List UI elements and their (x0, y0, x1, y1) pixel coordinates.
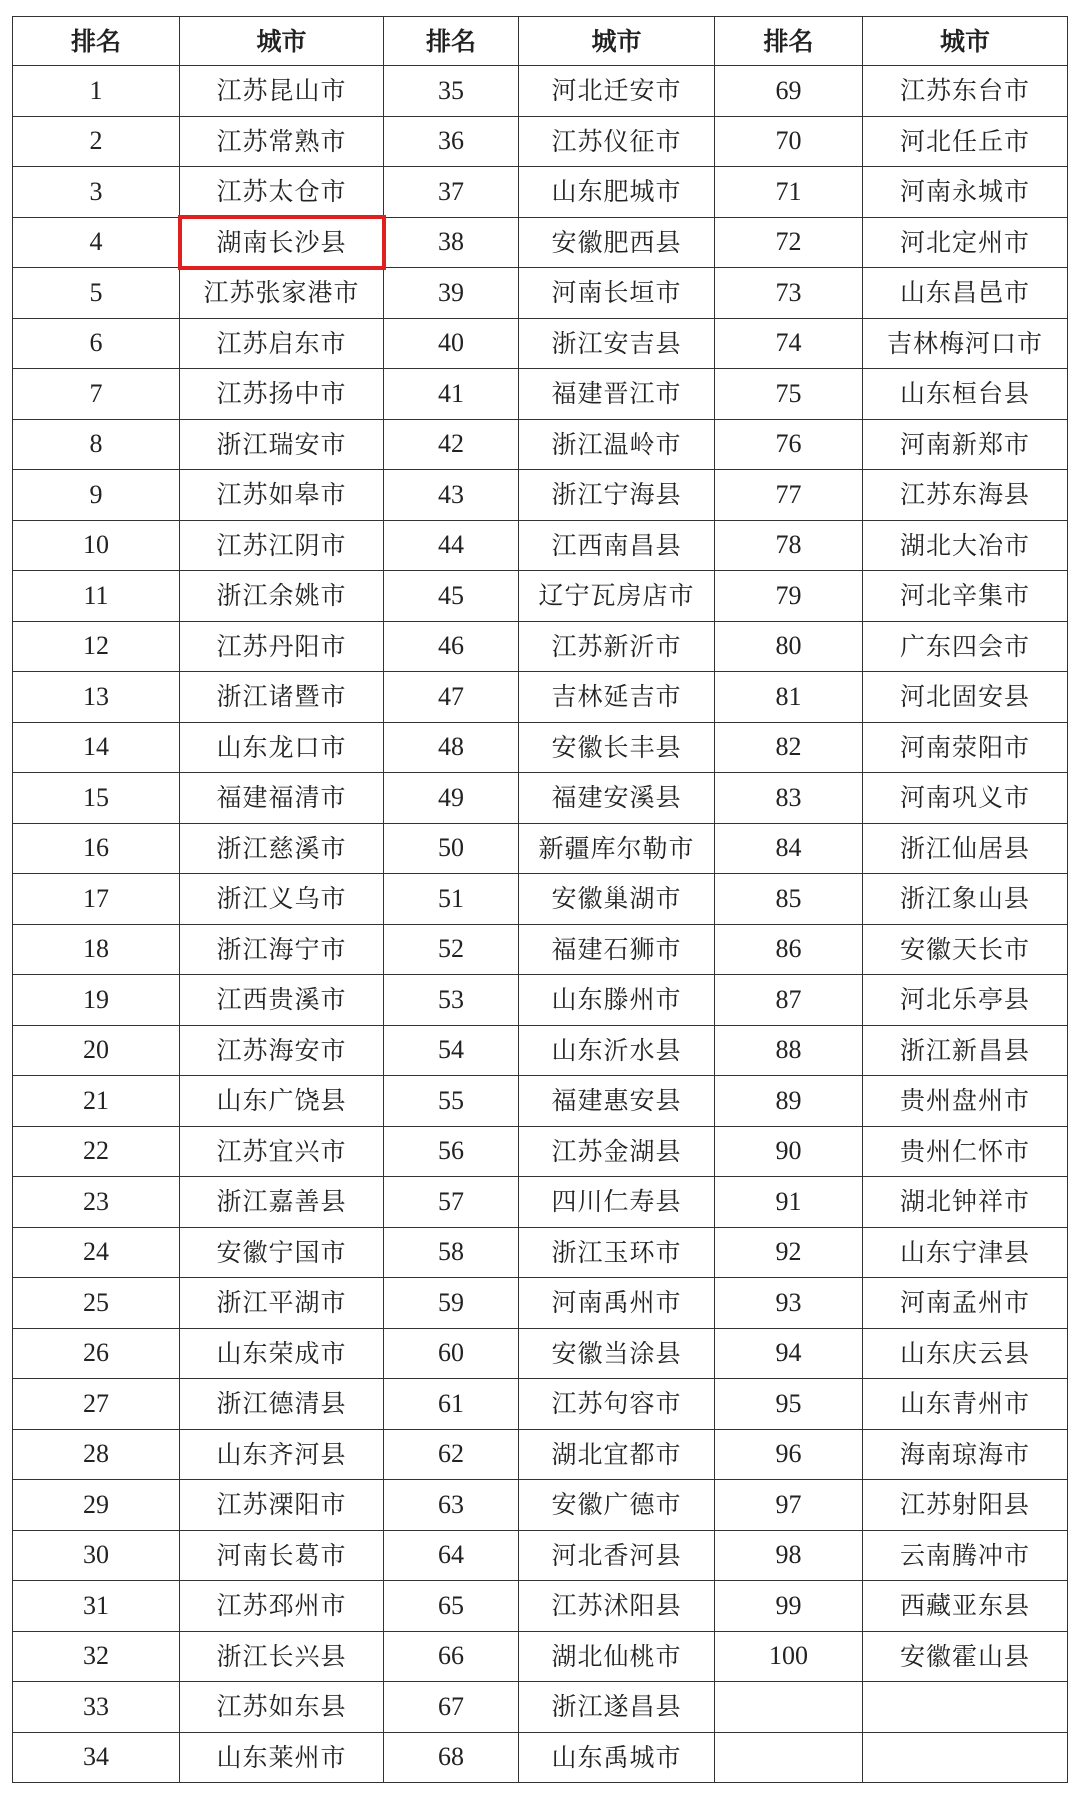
table-row (13, 571, 1068, 622)
cell-city-3: 浙江新昌县 (863, 1025, 1068, 1076)
cell-city-1: 河南长葛市 (180, 1530, 384, 1581)
cell-city-3: 河南荥阳市 (863, 722, 1068, 773)
cell-city-1: 浙江长兴县 (180, 1631, 384, 1682)
cell-city-3: 河南永城市 (863, 167, 1068, 218)
cell-city-1: 江苏昆山市 (180, 66, 384, 117)
cell-rank-1: 34 (13, 1732, 180, 1783)
cell-city-1: 浙江嘉善县 (180, 1177, 384, 1228)
cell-rank-3: 73 (715, 268, 863, 319)
cell-city-2: 山东肥城市 (519, 167, 715, 218)
cell-rank-1: 8 (13, 419, 180, 470)
cell-city-1: 山东莱州市 (180, 1732, 384, 1783)
cell-city-1: 浙江瑞安市 (180, 419, 384, 470)
cell-city-2: 江苏金湖县 (519, 1126, 715, 1177)
table-row (13, 520, 1068, 571)
cell-city-1: 浙江德清县 (180, 1379, 384, 1430)
cell-rank-2: 63 (384, 1480, 519, 1531)
cell-rank-1: 31 (13, 1581, 180, 1632)
cell-city-3 (863, 1682, 1068, 1733)
cell-rank-2: 66 (384, 1631, 519, 1682)
cell-rank-3: 76 (715, 419, 863, 470)
table-row (13, 874, 1068, 925)
cell-rank-2: 59 (384, 1278, 519, 1329)
cell-rank-3: 91 (715, 1177, 863, 1228)
cell-rank-3: 89 (715, 1076, 863, 1127)
table-row (13, 1429, 1068, 1480)
cell-city-2: 吉林延吉市 (519, 672, 715, 723)
cell-rank-3: 79 (715, 571, 863, 622)
cell-city-1: 江苏常熟市 (180, 116, 384, 167)
cell-rank-1: 3 (13, 167, 180, 218)
cell-city-1: 江苏太仓市 (180, 167, 384, 218)
table-row (13, 1631, 1068, 1682)
table-row (13, 1682, 1068, 1733)
cell-city-2: 安徽当涂县 (519, 1328, 715, 1379)
cell-rank-1: 4 (13, 217, 180, 268)
table-row (13, 1530, 1068, 1581)
cell-city-3: 山东庆云县 (863, 1328, 1068, 1379)
table-row (13, 1732, 1068, 1783)
cell-rank-3: 78 (715, 520, 863, 571)
cell-rank-3: 93 (715, 1278, 863, 1329)
cell-city-3: 江苏射阳县 (863, 1480, 1068, 1531)
cell-city-2: 山东禹城市 (519, 1732, 715, 1783)
cell-city-2: 浙江宁海县 (519, 470, 715, 521)
cell-rank-2: 65 (384, 1581, 519, 1632)
cell-city-2: 浙江温岭市 (519, 419, 715, 470)
cell-rank-1: 12 (13, 621, 180, 672)
cell-rank-2: 68 (384, 1732, 519, 1783)
cell-rank-1: 29 (13, 1480, 180, 1531)
cell-rank-1: 30 (13, 1530, 180, 1581)
cell-rank-3: 77 (715, 470, 863, 521)
cell-rank-1: 1 (13, 66, 180, 117)
cell-rank-1: 32 (13, 1631, 180, 1682)
cell-city-1: 江苏扬中市 (180, 369, 384, 420)
cell-rank-2: 42 (384, 419, 519, 470)
cell-city-2: 山东沂水县 (519, 1025, 715, 1076)
cell-city-1: 江苏海安市 (180, 1025, 384, 1076)
cell-city-3 (863, 1732, 1068, 1783)
table-row (13, 116, 1068, 167)
header-rank-3: 排名 (715, 17, 863, 66)
cell-city-2: 浙江玉环市 (519, 1227, 715, 1278)
cell-city-3: 湖北大冶市 (863, 520, 1068, 571)
cell-city-1: 江苏邳州市 (180, 1581, 384, 1632)
cell-city-1: 安徽宁国市 (180, 1227, 384, 1278)
cell-city-2: 江苏句容市 (519, 1379, 715, 1430)
cell-rank-1: 9 (13, 470, 180, 521)
cell-city-1: 浙江余姚市 (180, 571, 384, 622)
cell-rank-3 (715, 1682, 863, 1733)
cell-rank-2: 38 (384, 217, 519, 268)
cell-rank-2: 48 (384, 722, 519, 773)
cell-rank-1: 2 (13, 116, 180, 167)
cell-city-3: 河南孟州市 (863, 1278, 1068, 1329)
cell-city-3: 山东青州市 (863, 1379, 1068, 1430)
cell-city-1: 浙江海宁市 (180, 924, 384, 975)
cell-city-1: 山东龙口市 (180, 722, 384, 773)
table-row (13, 1278, 1068, 1329)
cell-city-2: 江西南昌县 (519, 520, 715, 571)
cell-city-1: 浙江诸暨市 (180, 672, 384, 723)
cell-city-1: 山东荣成市 (180, 1328, 384, 1379)
cell-city-1: 江苏启东市 (180, 318, 384, 369)
cell-rank-1: 24 (13, 1227, 180, 1278)
cell-city-3: 山东桓台县 (863, 369, 1068, 420)
cell-city-1: 江苏如皋市 (180, 470, 384, 521)
table-row (13, 318, 1068, 369)
cell-rank-3: 72 (715, 217, 863, 268)
cell-city-3: 浙江象山县 (863, 874, 1068, 925)
cell-city-3: 河北固安县 (863, 672, 1068, 723)
header-city-2: 城市 (519, 17, 715, 66)
table-row (13, 1379, 1068, 1430)
cell-city-3: 贵州仁怀市 (863, 1126, 1068, 1177)
table-row (13, 470, 1068, 521)
cell-city-1: 江苏如东县 (180, 1682, 384, 1733)
table-row (13, 217, 1068, 268)
cell-rank-2: 51 (384, 874, 519, 925)
cell-rank-3: 96 (715, 1429, 863, 1480)
cell-city-3: 吉林梅河口市 (863, 318, 1068, 369)
cell-city-3: 浙江仙居县 (863, 823, 1068, 874)
cell-city-1: 福建福清市 (180, 773, 384, 824)
cell-rank-1: 15 (13, 773, 180, 824)
cell-city-2: 福建石狮市 (519, 924, 715, 975)
cell-rank-3: 82 (715, 722, 863, 773)
table-row (13, 1025, 1068, 1076)
cell-city-3: 山东宁津县 (863, 1227, 1068, 1278)
cell-city-1: 湖南长沙县 (180, 217, 384, 268)
cell-rank-3: 75 (715, 369, 863, 420)
cell-rank-3: 71 (715, 167, 863, 218)
cell-city-3: 安徽天长市 (863, 924, 1068, 975)
cell-rank-1: 18 (13, 924, 180, 975)
cell-rank-2: 56 (384, 1126, 519, 1177)
cell-city-2: 河北迁安市 (519, 66, 715, 117)
cell-city-1: 江苏张家港市 (180, 268, 384, 319)
cell-rank-3: 98 (715, 1530, 863, 1581)
table-row (13, 66, 1068, 117)
cell-city-3: 湖北钟祥市 (863, 1177, 1068, 1228)
cell-city-2: 福建晋江市 (519, 369, 715, 420)
cell-city-1: 浙江慈溪市 (180, 823, 384, 874)
cell-rank-2: 50 (384, 823, 519, 874)
cell-rank-2: 47 (384, 672, 519, 723)
cell-city-3: 西藏亚东县 (863, 1581, 1068, 1632)
cell-rank-2: 54 (384, 1025, 519, 1076)
cell-rank-2: 64 (384, 1530, 519, 1581)
cell-rank-2: 46 (384, 621, 519, 672)
cell-city-2: 江苏新沂市 (519, 621, 715, 672)
cell-city-1: 山东齐河县 (180, 1429, 384, 1480)
cell-city-1: 浙江平湖市 (180, 1278, 384, 1329)
cell-rank-1: 20 (13, 1025, 180, 1076)
cell-city-2: 河南禹州市 (519, 1278, 715, 1329)
cell-rank-1: 10 (13, 520, 180, 571)
table-row (13, 1177, 1068, 1228)
cell-rank-2: 57 (384, 1177, 519, 1228)
cell-city-2: 四川仁寿县 (519, 1177, 715, 1228)
cell-rank-3: 92 (715, 1227, 863, 1278)
cell-rank-2: 49 (384, 773, 519, 824)
table-row (13, 823, 1068, 874)
cell-city-3: 河北任丘市 (863, 116, 1068, 167)
cell-city-1: 山东广饶县 (180, 1076, 384, 1127)
cell-city-3: 云南腾冲市 (863, 1530, 1068, 1581)
cell-rank-2: 35 (384, 66, 519, 117)
table-row (13, 1076, 1068, 1127)
cell-rank-1: 13 (13, 672, 180, 723)
cell-city-3: 河北定州市 (863, 217, 1068, 268)
cell-city-2: 新疆库尔勒市 (519, 823, 715, 874)
table-row (13, 369, 1068, 420)
cell-city-3: 安徽霍山县 (863, 1631, 1068, 1682)
header-rank-1: 排名 (13, 17, 180, 66)
cell-city-2: 山东滕州市 (519, 975, 715, 1026)
cell-city-2: 河南长垣市 (519, 268, 715, 319)
cell-rank-3: 87 (715, 975, 863, 1026)
cell-city-1: 江苏溧阳市 (180, 1480, 384, 1531)
table-row (13, 167, 1068, 218)
cell-city-1: 江苏宜兴市 (180, 1126, 384, 1177)
cell-rank-2: 62 (384, 1429, 519, 1480)
cell-rank-3: 94 (715, 1328, 863, 1379)
cell-rank-1: 14 (13, 722, 180, 773)
cell-city-2: 安徽巢湖市 (519, 874, 715, 925)
cell-city-2: 辽宁瓦房店市 (519, 571, 715, 622)
cell-rank-1: 33 (13, 1682, 180, 1733)
table-header-row (13, 17, 1068, 66)
cell-city-1: 江苏江阴市 (180, 520, 384, 571)
cell-city-2: 福建安溪县 (519, 773, 715, 824)
cell-rank-1: 27 (13, 1379, 180, 1430)
cell-rank-1: 5 (13, 268, 180, 319)
table-row (13, 1126, 1068, 1177)
cell-rank-2: 40 (384, 318, 519, 369)
cell-rank-1: 23 (13, 1177, 180, 1228)
cell-city-3: 河南新郑市 (863, 419, 1068, 470)
table-row (13, 722, 1068, 773)
cell-rank-1: 16 (13, 823, 180, 874)
cell-city-1: 浙江义乌市 (180, 874, 384, 925)
table-row (13, 1328, 1068, 1379)
cell-city-2: 江苏仪征市 (519, 116, 715, 167)
cell-city-2: 福建惠安县 (519, 1076, 715, 1127)
cell-rank-3: 99 (715, 1581, 863, 1632)
cell-rank-3: 95 (715, 1379, 863, 1430)
cell-rank-2: 43 (384, 470, 519, 521)
table-row (13, 1581, 1068, 1632)
cell-rank-1: 26 (13, 1328, 180, 1379)
cell-rank-3: 74 (715, 318, 863, 369)
cell-rank-3: 70 (715, 116, 863, 167)
table-row (13, 268, 1068, 319)
cell-rank-3 (715, 1732, 863, 1783)
table-body (13, 66, 1068, 1783)
cell-rank-2: 41 (384, 369, 519, 420)
cell-city-3: 贵州盘州市 (863, 1076, 1068, 1127)
cell-rank-2: 60 (384, 1328, 519, 1379)
ranking-table (12, 16, 1068, 1783)
cell-city-2: 浙江遂昌县 (519, 1682, 715, 1733)
header-city-3: 城市 (863, 17, 1068, 66)
cell-city-2: 湖北仙桃市 (519, 1631, 715, 1682)
cell-city-2: 安徽肥西县 (519, 217, 715, 268)
cell-city-2: 安徽广德市 (519, 1480, 715, 1531)
table-row (13, 924, 1068, 975)
cell-rank-2: 53 (384, 975, 519, 1026)
table-row (13, 672, 1068, 723)
table-row (13, 975, 1068, 1026)
cell-rank-3: 86 (715, 924, 863, 975)
cell-city-1: 江苏丹阳市 (180, 621, 384, 672)
cell-rank-1: 25 (13, 1278, 180, 1329)
cell-rank-3: 84 (715, 823, 863, 874)
cell-rank-2: 67 (384, 1682, 519, 1733)
cell-city-3: 广东四会市 (863, 621, 1068, 672)
cell-rank-2: 36 (384, 116, 519, 167)
cell-rank-2: 44 (384, 520, 519, 571)
cell-rank-3: 69 (715, 66, 863, 117)
cell-rank-1: 19 (13, 975, 180, 1026)
cell-rank-1: 7 (13, 369, 180, 420)
cell-city-2: 安徽长丰县 (519, 722, 715, 773)
cell-city-3: 河南巩义市 (863, 773, 1068, 824)
cell-rank-3: 97 (715, 1480, 863, 1531)
cell-rank-1: 17 (13, 874, 180, 925)
cell-rank-3: 83 (715, 773, 863, 824)
table-row (13, 419, 1068, 470)
header-city-1: 城市 (180, 17, 384, 66)
table-row (13, 1480, 1068, 1531)
cell-rank-2: 39 (384, 268, 519, 319)
cell-rank-3: 100 (715, 1631, 863, 1682)
cell-rank-1: 22 (13, 1126, 180, 1177)
cell-rank-1: 21 (13, 1076, 180, 1127)
cell-city-3: 江苏东海县 (863, 470, 1068, 521)
table-row (13, 621, 1068, 672)
cell-rank-2: 45 (384, 571, 519, 622)
cell-city-3: 江苏东台市 (863, 66, 1068, 117)
cell-city-1: 江西贵溪市 (180, 975, 384, 1026)
cell-city-2: 河北香河县 (519, 1530, 715, 1581)
cell-rank-2: 52 (384, 924, 519, 975)
cell-rank-2: 58 (384, 1227, 519, 1278)
cell-city-2: 湖北宜都市 (519, 1429, 715, 1480)
cell-rank-2: 55 (384, 1076, 519, 1127)
cell-city-3: 河北辛集市 (863, 571, 1068, 622)
table-row (13, 773, 1068, 824)
cell-city-2: 浙江安吉县 (519, 318, 715, 369)
cell-rank-3: 81 (715, 672, 863, 723)
cell-rank-3: 88 (715, 1025, 863, 1076)
table-row (13, 1227, 1068, 1278)
cell-rank-1: 6 (13, 318, 180, 369)
cell-rank-3: 90 (715, 1126, 863, 1177)
header-rank-2: 排名 (384, 17, 519, 66)
cell-city-2: 江苏沭阳县 (519, 1581, 715, 1632)
cell-rank-3: 80 (715, 621, 863, 672)
cell-rank-3: 85 (715, 874, 863, 925)
cell-rank-2: 37 (384, 167, 519, 218)
cell-city-3: 山东昌邑市 (863, 268, 1068, 319)
cell-rank-1: 28 (13, 1429, 180, 1480)
cell-city-3: 海南琼海市 (863, 1429, 1068, 1480)
cell-rank-1: 11 (13, 571, 180, 622)
cell-rank-2: 61 (384, 1379, 519, 1430)
cell-city-3: 河北乐亭县 (863, 975, 1068, 1026)
